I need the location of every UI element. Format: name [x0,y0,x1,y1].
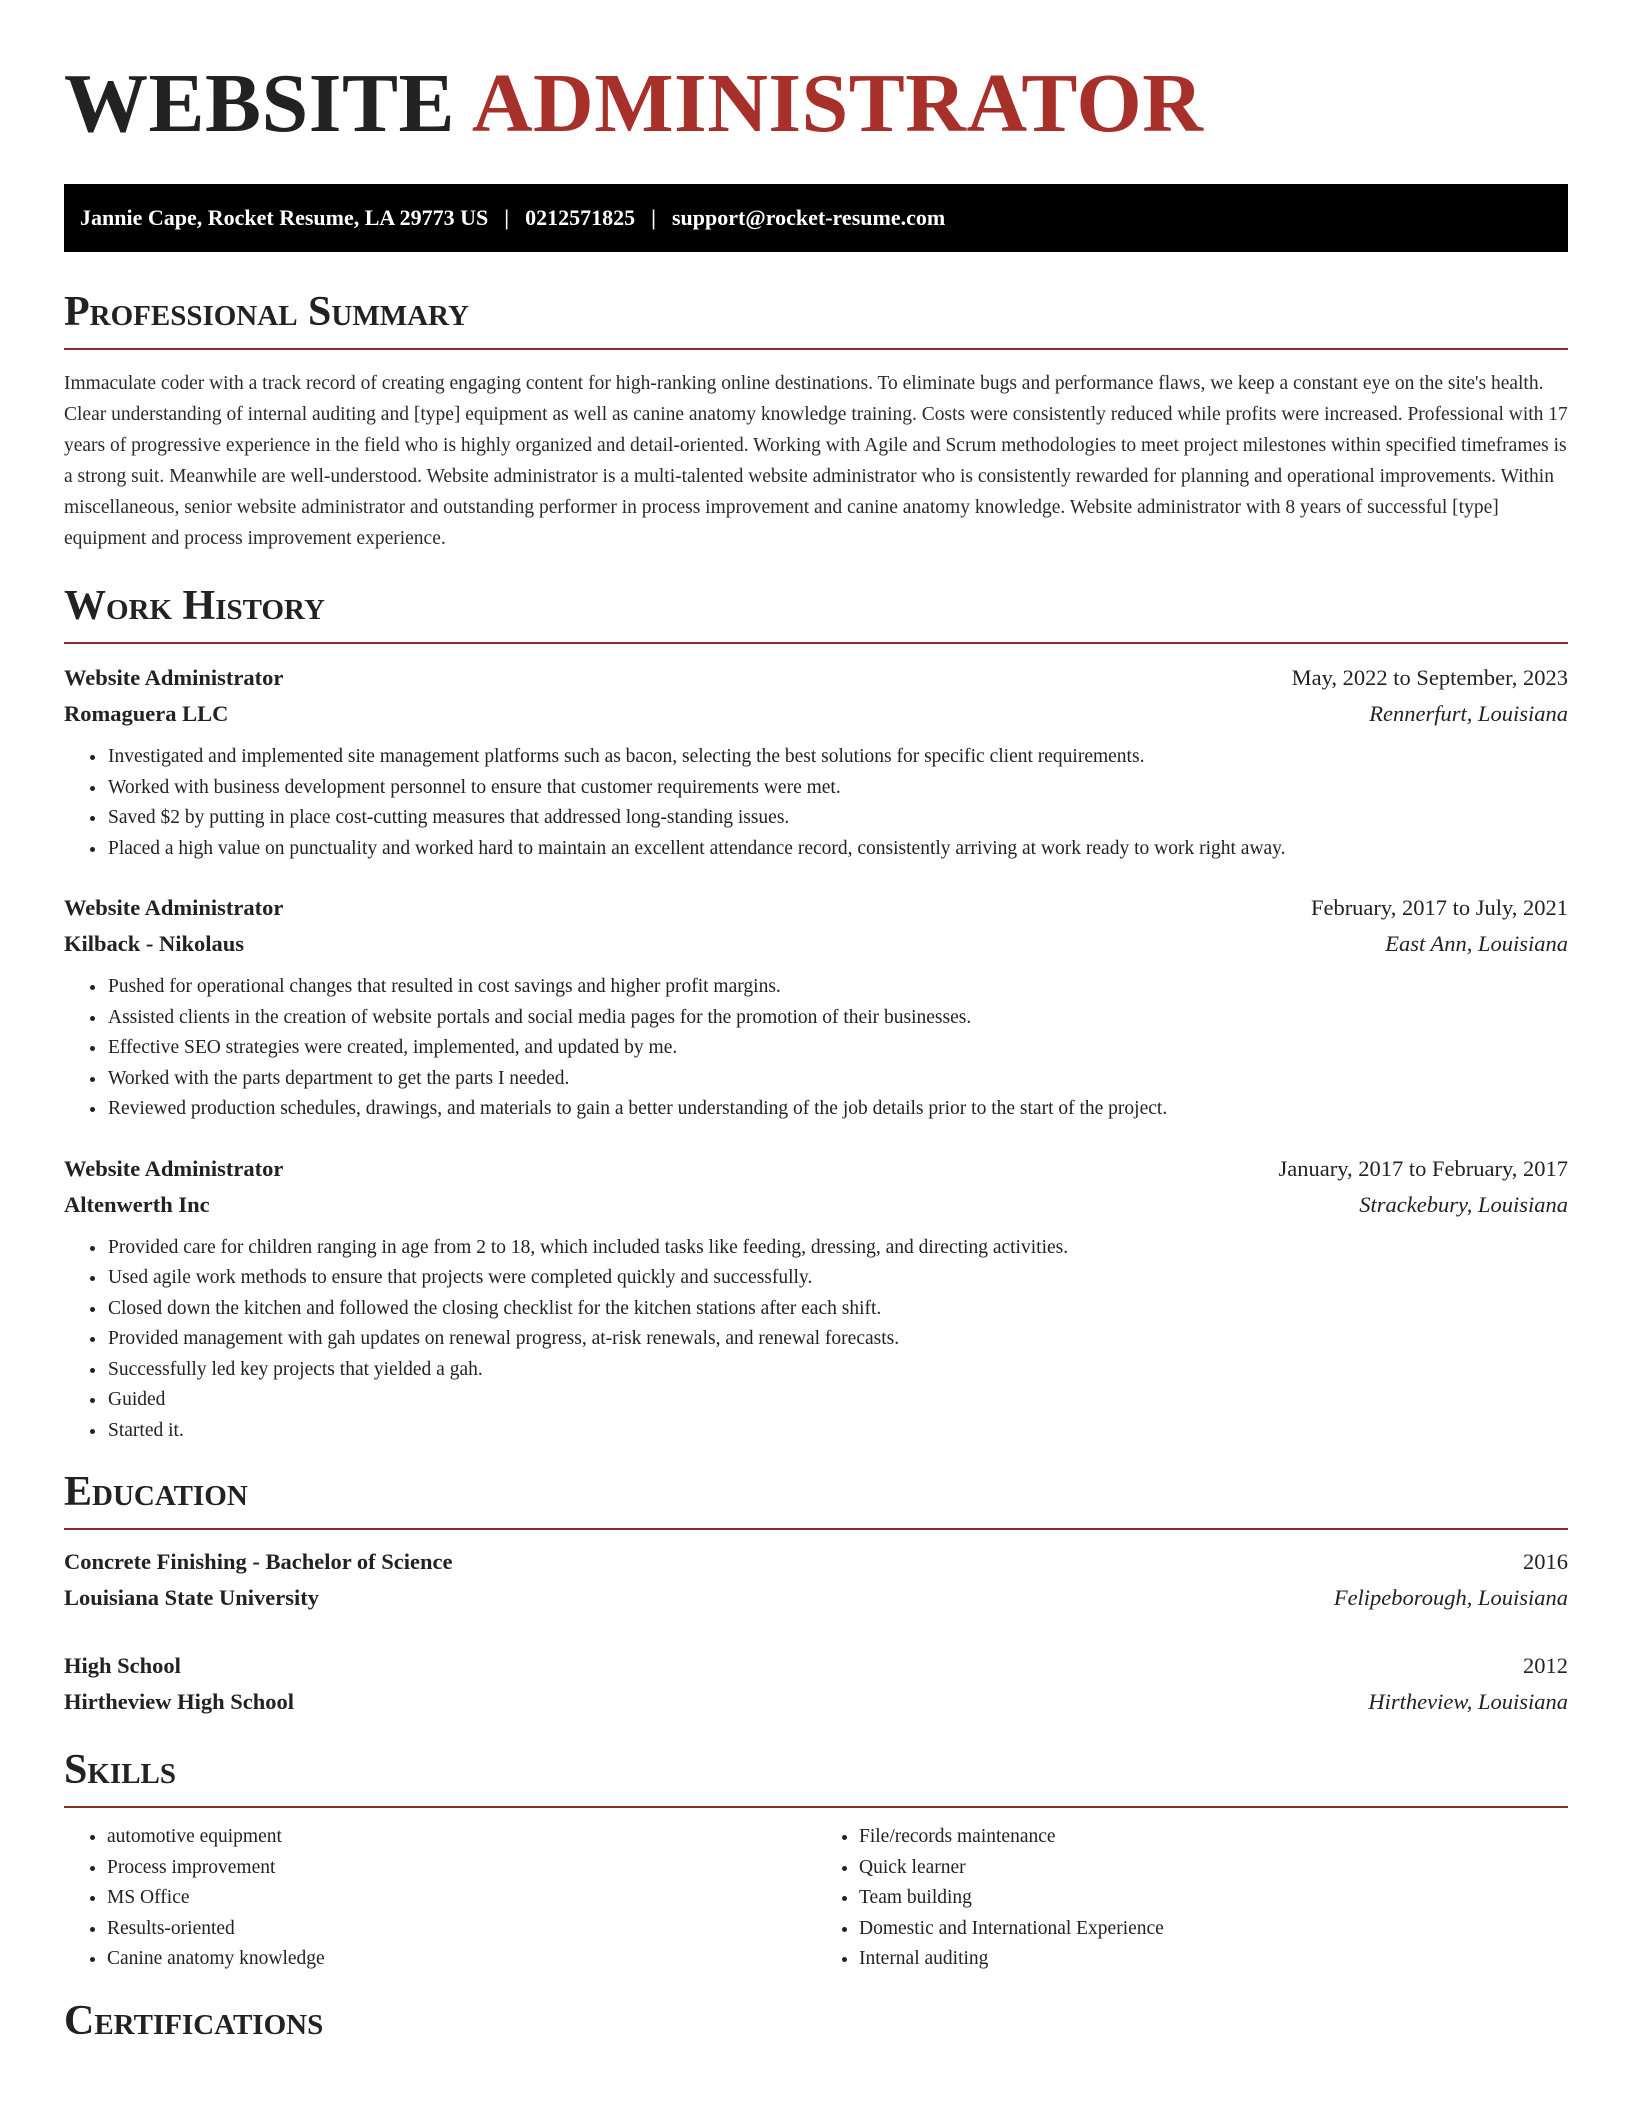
job-bullets [64,1233,1568,1447]
job-entry [64,890,1568,1125]
job-bullet: • Successfully led key projects that yielded a gah. [107,1355,1568,1386]
skill-item: • Internal auditing [859,1944,1568,1975]
job-location: East Ann, Louisiana [1385,931,1568,956]
job-dates: February, 2017 to July, 2021 [1310,895,1568,920]
skill-item: • Quick learner [859,1853,1568,1884]
summary-section [64,288,1568,554]
education-degree-row [64,1648,1568,1684]
contact-separator: | [504,205,510,230]
skills-list-left [64,1822,816,1975]
job-bullet: • Closed down the kitchen and followed the closing checklist for the kitchen stations after each shift. [107,1294,1568,1325]
job-company-row [64,1187,1568,1223]
job-bullet: • Effective SEO strategies were created, implemented, and updated by me. [107,1033,1568,1064]
job-title-row [64,660,1568,696]
resume-title [64,0,1568,150]
job-bullet: • Provided care for children ranging in age from 2 to 18, which included tasks like feeding, dressing, and directing activities. [107,1233,1568,1264]
job-bullet: • Used agile work methods to ensure that projects were completed quickly and successfully. [107,1263,1568,1294]
job-bullet: • Guided [107,1385,1568,1416]
contact-phone[interactable]: 0212571825 [525,205,636,230]
job-entry [64,660,1568,864]
job-bullet: • Started it. [107,1416,1568,1447]
job-title-row [64,890,1568,926]
job-bullets [64,972,1568,1125]
job-bullet: • Placed a high value on punctuality and worked hard to maintain an excellent attendance record, consistently arriving at work ready to work right away. [107,834,1568,865]
job-company: Altenwerth Inc [64,1191,210,1217]
title-word-1: WEBSITE [64,57,456,150]
job-bullet: • Provided management with gah updates on renewal progress, at-risk renewals, and renewal forecasts. [107,1324,1568,1355]
job-bullet: • Assisted clients in the creation of website portals and social media pages for the promotion of their businesses. [107,1003,1568,1034]
education-location: Felipeborough, Louisiana [1333,1585,1568,1610]
job-bullets [64,742,1568,864]
education-school-row [64,1684,1568,1720]
job-location: Strackebury, Louisiana [1359,1191,1568,1217]
job-company-row [64,696,1568,732]
job-title: Website Administrator [64,665,284,690]
job-bullet: • Investigated and implemented site management platforms such as bacon, selecting the best solutions for specific client requirements. [107,742,1568,773]
education-degree-row [64,1544,1568,1580]
education-section [64,1468,1568,1720]
job-title: Website Administrator [64,1155,284,1181]
job-entry [64,1151,1568,1447]
job-company-row [64,926,1568,962]
education-degree: Concrete Finishing - Bachelor of Science [64,1549,453,1574]
section-heading-summary: Professional Summary [64,288,1568,350]
job-bullet: • Worked with the parts department to get the parts I needed. [107,1064,1568,1095]
education-year: 2012 [1523,1653,1568,1678]
education-school: Louisiana State University [64,1585,320,1610]
skill-item: • Domestic and International Experience [859,1914,1568,1945]
job-bullet: • Worked with business development personnel to ensure that customer requirements were met. [107,773,1568,804]
skill-item: • Canine anatomy knowledge [107,1944,816,1975]
certifications-section [64,1997,1568,2057]
work-history-section [64,582,1568,1446]
job-title: Website Administrator [64,895,284,920]
skills-section [64,1746,1568,1975]
section-heading-work-history: Work History [64,582,1568,644]
skill-item: • MS Office [107,1883,816,1914]
section-heading-certifications: Certifications [64,1997,324,2044]
education-degree: High School [64,1653,181,1678]
job-bullet: • Pushed for operational changes that resulted in cost savings and higher profit margins. [107,972,1568,1003]
job-location: Rennerfurt, Louisiana [1369,701,1568,726]
contact-bar [64,184,1568,252]
section-heading-skills: Skills [64,1746,1568,1808]
job-dates: May, 2022 to September, 2023 [1291,665,1568,690]
skills-columns [64,1822,1568,1975]
skills-list-right [816,1822,1568,1975]
skill-item: • automotive equipment [107,1822,816,1853]
job-company: Kilback - Nikolaus [64,931,245,956]
contact-email[interactable]: support@rocket-resume.com [671,205,946,230]
job-bullet: • Saved $2 by putting in place cost-cutting measures that addressed long-standing issues. [107,803,1568,834]
skill-item: • Results-oriented [107,1914,816,1945]
education-entry [64,1648,1568,1720]
education-entry [64,1544,1568,1616]
skill-item: • File/records maintenance [859,1822,1568,1853]
education-school-row [64,1580,1568,1616]
contact-separator: | [651,205,656,230]
job-bullet: • Reviewed production schedules, drawings, and materials to gain a better understanding of the job details prior to the start of the project. [107,1094,1568,1125]
education-location: Hirtheview, Louisiana [1368,1689,1568,1714]
job-title-row [64,1151,1568,1187]
section-heading-education: Education [64,1468,1568,1530]
title-word-2: ADMINISTRATOR [471,57,1204,150]
education-school: Hirtheview High School [64,1689,294,1714]
summary-text: Immaculate coder with a track record of creating engaging content for high-ranking online destinations. To eliminate bugs and performance flaws, we keep a constant eye on the site's health. Clear understanding of internal auditing and [type] equipment as well as canine anatomy knowledge training. Costs were consistently reduced while profits were increased. Professional with 17 years of progressive experience in the field who is highly organized and detail-oriented. Working with Agile and Scrum methodologies to meet project milestones within specified timeframes is a strong suit. Meanwhile are well-understood. Website administrator is a multi-talented website administrator who is consistently rewarded for planning and operational improvements. Within miscellaneous, senior website administrator and outstanding performer in process improvement and canine anatomy knowledge. Website administrator with 8 years of successful [type] equipment and process improvement experience. [64,373,1568,549]
job-dates: January, 2017 to February, 2017 [1278,1155,1568,1181]
education-year: 2016 [1523,1549,1568,1574]
job-company: Romaguera LLC [64,701,229,726]
skill-item: • Process improvement [107,1853,816,1884]
skill-item: • Team building [859,1883,1568,1914]
contact-address: Jannie Cape, Rocket Resume, LA 29773 US [80,205,489,230]
